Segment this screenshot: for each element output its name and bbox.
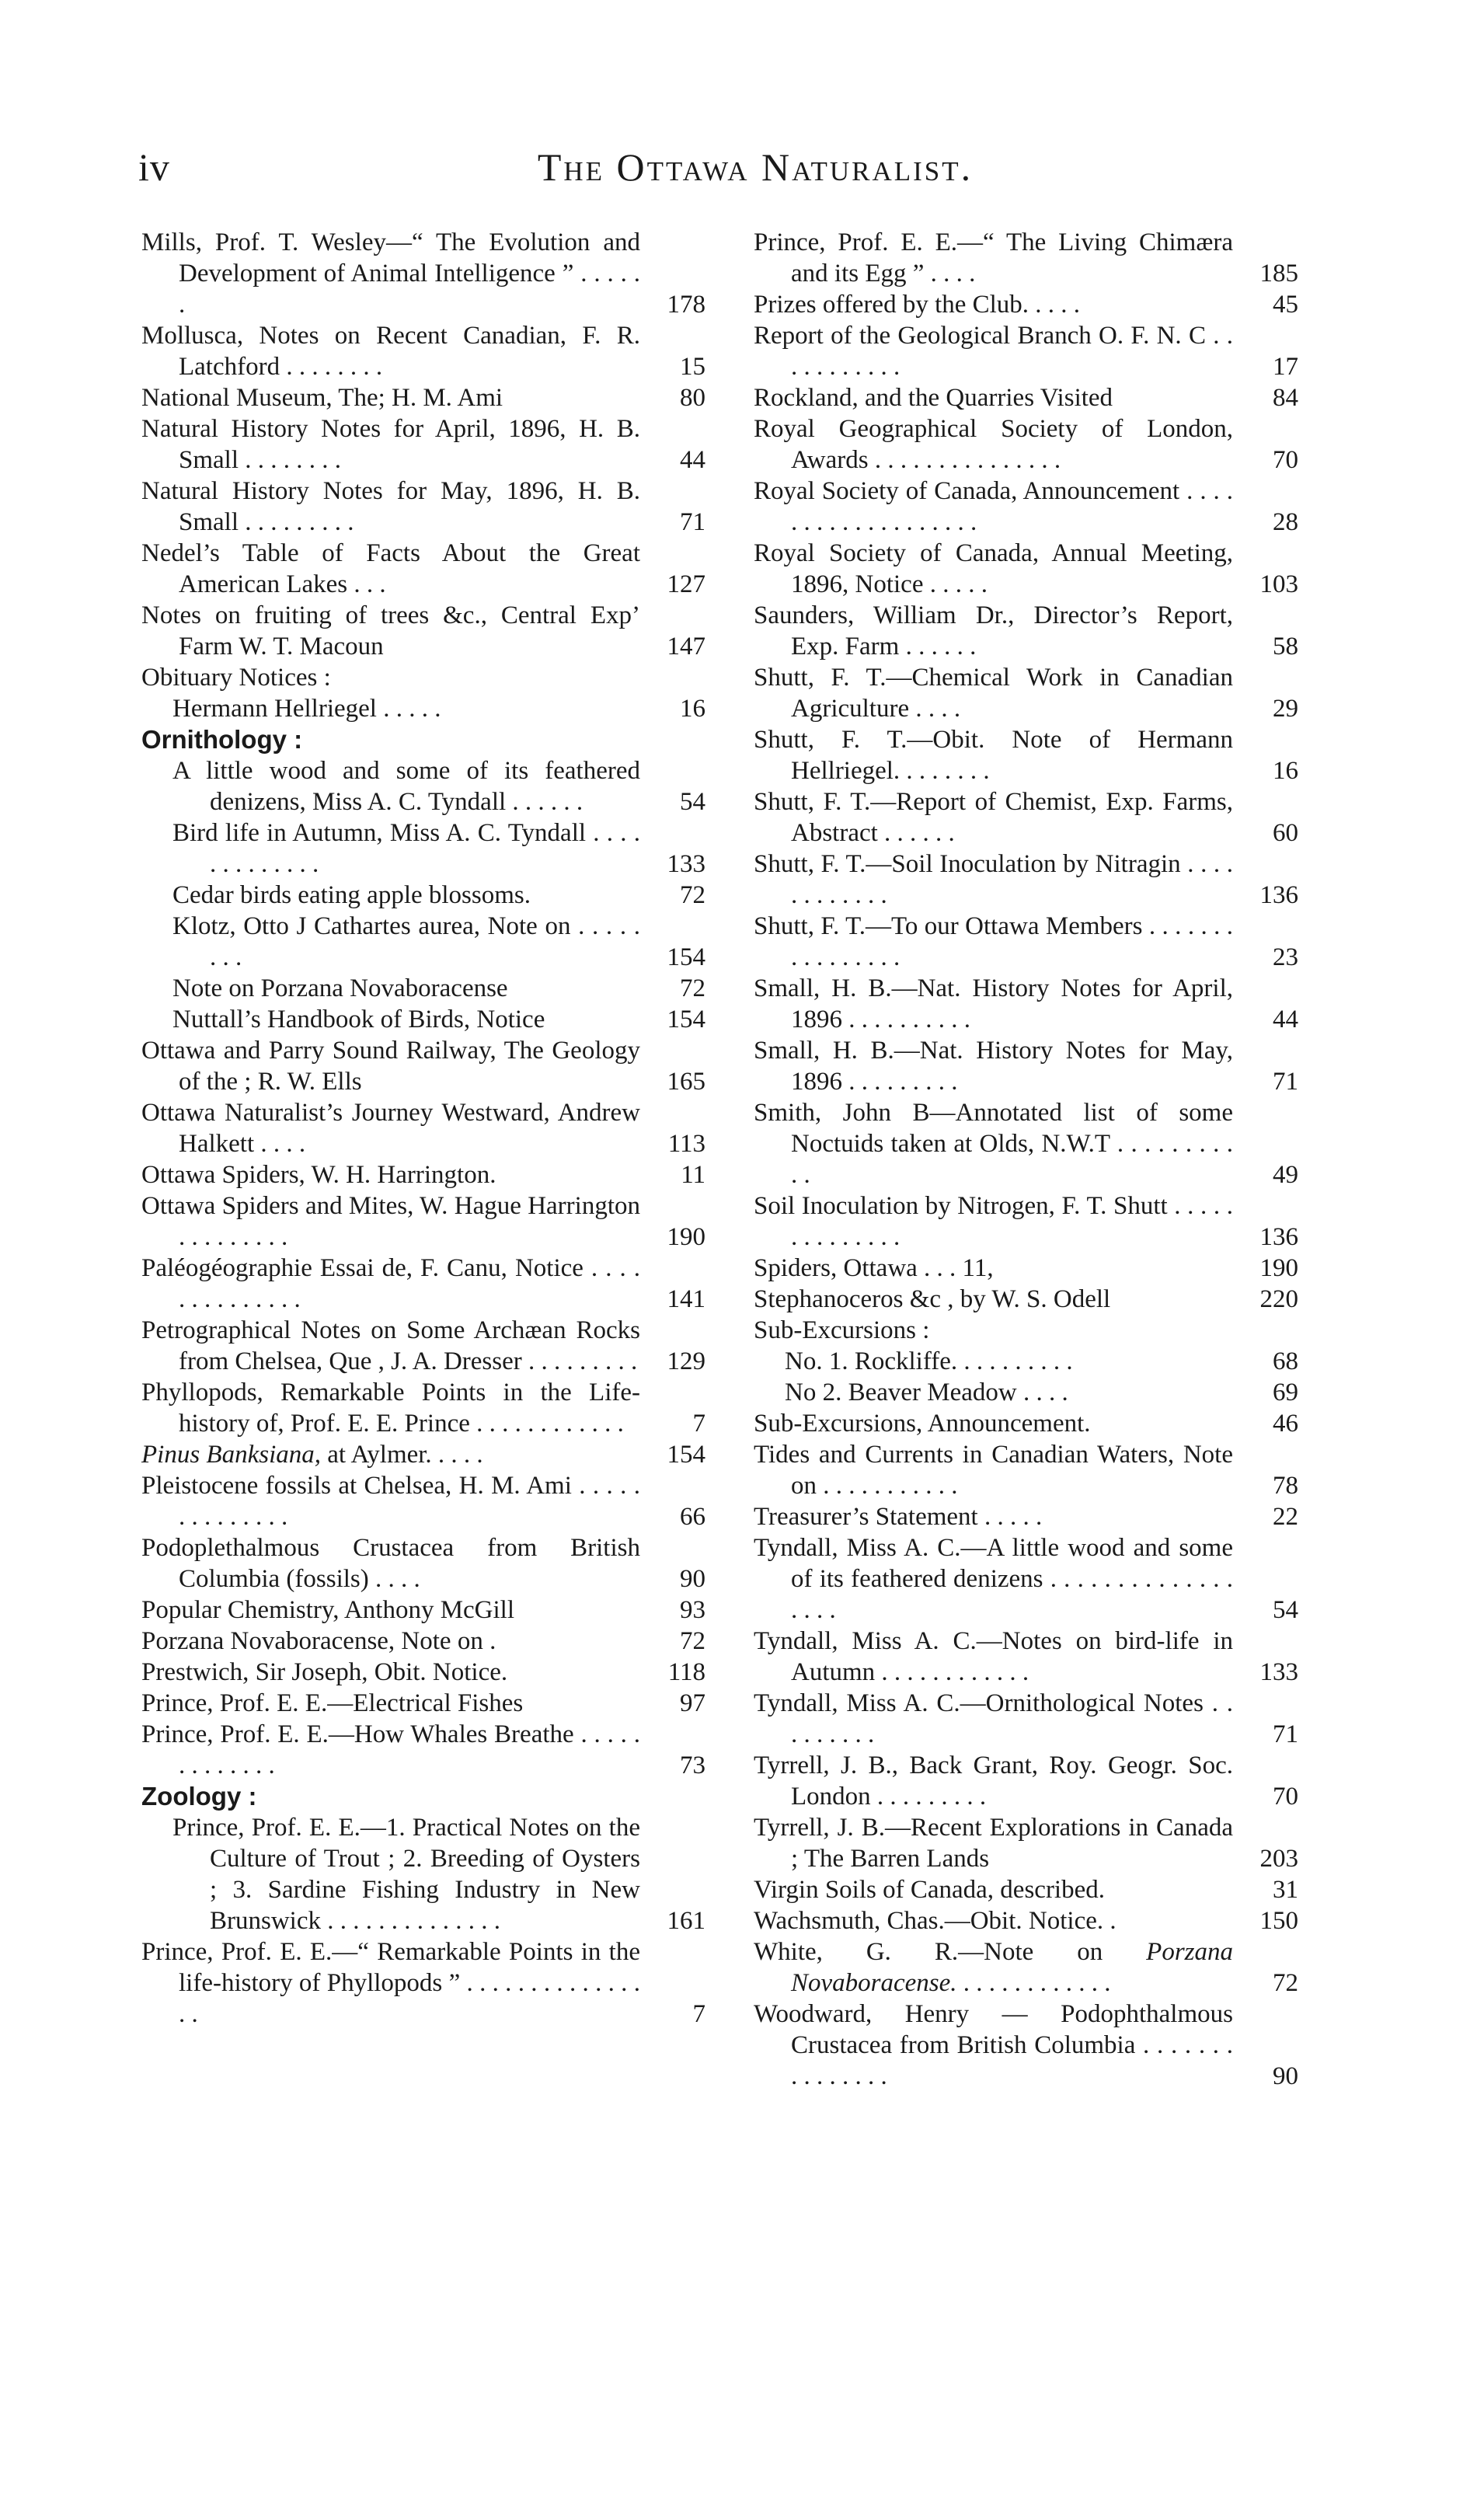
index-entry-text: Tyndall, Miss A. C.—A little wood and some of its feathered denizens . . . . . . . . . . . . . . . . . .: [754, 1534, 1233, 1624]
index-page-number: 28: [1273, 508, 1298, 536]
index-entry-text: Stephanoceros &c , by W. S. Odell: [754, 1285, 1111, 1313]
index-entry-text: . . . . . . . . . . . .: [956, 1969, 1111, 1997]
index-entry-text: Wachsmuth, Chas.—Obit. Notice. .: [754, 1907, 1116, 1935]
index-entry-text: Shutt, F. T.—Obit. Note of Hermann Hellriegel. . . . . . . .: [754, 726, 1233, 785]
index-entry-text: Tyrrell, J. B.—Recent Explorations in Canada ; The Barren Lands: [754, 1814, 1233, 1873]
index-page-number: 31: [1273, 1876, 1298, 1904]
index-page-number: 84: [1273, 384, 1298, 412]
index-page-number: 133: [1259, 1658, 1298, 1686]
index-page-number: 72: [680, 881, 705, 909]
index-entry-text: Nedel’s Table of Facts About the Great American Lakes . . .: [141, 539, 640, 598]
index-entry: [141, 1626, 709, 1657]
index-page-number: 203: [1259, 1845, 1298, 1873]
index-entry: [754, 413, 1301, 476]
index-page-number: 150: [1259, 1907, 1298, 1935]
index-page-number: 16: [680, 695, 705, 723]
folio-number: iv: [138, 145, 170, 189]
index-entry-text: Sub-Excursions, Announcement.: [754, 1410, 1091, 1438]
index-page-number: 17: [1273, 353, 1298, 381]
index-entry: [141, 600, 709, 662]
index-entry: [754, 1999, 1301, 2092]
index-entry-text: Shutt, F. T.—Report of Chemist, Exp. Farms, Abstract . . . . . .: [754, 788, 1233, 847]
index-entry: [754, 911, 1301, 973]
index-entry: [754, 1688, 1301, 1750]
index-entry: [141, 1688, 709, 1719]
index-page-number: 54: [680, 788, 705, 816]
index-entry: [141, 880, 709, 911]
index-entry-text: Spiders, Ottawa . . . 11,: [754, 1254, 994, 1282]
index-page-number: 113: [667, 1130, 705, 1158]
index-entry: [754, 1408, 1301, 1439]
index-entry-text: Prince, Prof. E. E.—Electrical Fishes: [141, 1689, 524, 1717]
index-page-number: 66: [680, 1503, 705, 1531]
index-entry-text: No 2. Beaver Meadow . . . .: [785, 1378, 1068, 1406]
index-entry-text: Saunders, William Dr., Director’s Report, Exp. Farm . . . . . .: [754, 601, 1233, 660]
index-page-number: 44: [680, 446, 705, 474]
index-page-number: 22: [1273, 1503, 1298, 1531]
index-entry-text: Royal Society of Canada, Annual Meeting, 1896, Notice . . . . .: [754, 539, 1233, 598]
index-entry-text: Royal Society of Canada, Announcement . . . . . . . . . . . . . . . . . . .: [754, 477, 1233, 536]
index-entry-text: Report of the Geological Branch O. F. N. C . . . . . . . . . . .: [754, 322, 1233, 381]
index-entry: [754, 1874, 1301, 1905]
index-page-number: 45: [1273, 291, 1298, 319]
index-page-number: 78: [1273, 1472, 1298, 1500]
index-entry: [141, 1035, 709, 1097]
index-entry-italic-text: Pinus Banksiana,: [141, 1441, 321, 1469]
index-entry: [141, 382, 709, 413]
index-entry-text: Tyndall, Miss A. C.—Notes on bird-life in Autumn . . . . . . . . . . . .: [754, 1627, 1233, 1686]
index-entry: [754, 538, 1301, 600]
index-page-number: 90: [680, 1565, 705, 1593]
index-entry-text: Mills, Prof. T. Wesley—“ The Evolution and Development of Animal Intelligence ” . . . . . .: [141, 228, 640, 319]
index-entry-text: Soil Inoculation by Nitrogen, F. T. Shutt . . . . . . . . . . . . . .: [754, 1192, 1233, 1251]
index-entry: [141, 817, 709, 880]
index-page-number: 220: [1259, 1285, 1298, 1313]
index-entry-text: Prizes offered by the Club. . . . .: [754, 291, 1081, 319]
index-page-number: 15: [680, 353, 705, 381]
index-page-number: 58: [1273, 633, 1298, 660]
index-entry-text: Klotz, Otto J Cathartes aurea, Note on . . . . . . . .: [172, 912, 640, 971]
index-entry-text: Shutt, F. T.—Chemical Work in Canadian Agriculture . . . .: [754, 664, 1233, 723]
index-page-number: 190: [667, 1223, 705, 1251]
index-page-number: 16: [1273, 757, 1298, 785]
index-entry-text: Porzana Novaboracense, Note on .: [141, 1627, 496, 1655]
index-entry-text: Tyndall, Miss A. C.—Ornithological Notes . . . . . . . . .: [754, 1689, 1233, 1748]
index-entry: [754, 476, 1301, 538]
index-page-number: 29: [1273, 695, 1298, 723]
page-header: [138, 145, 1372, 199]
index-entry: [754, 1035, 1301, 1097]
index-page-number: 70: [1273, 446, 1298, 474]
index-entry-text: Bird life in Autumn, Miss A. C. Tyndall . . . . . . . . . . . . .: [172, 819, 640, 878]
index-entry: [141, 1439, 709, 1470]
index-entry: [141, 320, 709, 382]
index-entry: [141, 973, 709, 1004]
index-entry: [754, 1315, 1301, 1346]
index-page-number: 54: [1273, 1596, 1298, 1624]
index-entry-text: Pleistocene fossils at Chelsea, H. M. Ami . . . . . . . . . . . . . .: [141, 1472, 640, 1531]
index-section-heading: Ornithology :: [141, 725, 303, 754]
index-entry: [754, 786, 1301, 849]
index-entry: [754, 1190, 1301, 1253]
index-entry-text: Woodward, Henry — Podophthalmous Crustacea from British Columbia . . . . . . . . . . . . . . .: [754, 2000, 1233, 2090]
index-page-number: 154: [667, 943, 705, 971]
index-entry-text: Natural History Notes for May, 1896, H. B. Small . . . . . . . . .: [141, 477, 640, 536]
index-page-number: 7: [692, 2000, 705, 2028]
index-page-number: 127: [667, 570, 705, 598]
index-entry: [141, 1159, 709, 1190]
index-entry-text: Small, H. B.—Nat. History Notes for May, 1896 . . . . . . . . .: [754, 1037, 1233, 1096]
index-entry-text: Obituary Notices :: [141, 664, 331, 692]
index-entry: [754, 724, 1301, 786]
index-entry: [754, 1253, 1301, 1284]
index-entry: [141, 413, 709, 476]
index-entry-text: Rockland, and the Quarries Visited: [754, 384, 1113, 412]
index-entry-text: Popular Chemistry, Anthony McGill: [141, 1596, 515, 1624]
index-entry: [754, 849, 1301, 911]
index-entry-text: Nuttall’s Handbook of Birds, Notice: [172, 1006, 545, 1033]
index-column-left: [141, 227, 709, 2030]
index-page-number: 141: [667, 1285, 705, 1313]
index-entry-text: Ottawa Spiders and Mites, W. Hague Harrington . . . . . . . . .: [141, 1192, 640, 1251]
index-page-number: 71: [1273, 1068, 1298, 1096]
index-entry: [141, 538, 709, 600]
index-page-number: 23: [1273, 943, 1298, 971]
index-entry: [141, 476, 709, 538]
index-entry-text: Virgin Soils of Canada, described.: [754, 1876, 1105, 1904]
index-page-number: 133: [667, 850, 705, 878]
index-entry: [141, 1595, 709, 1626]
index-entry: [754, 1501, 1301, 1532]
index-entry: [141, 1315, 709, 1377]
index-entry: [141, 1532, 709, 1595]
index-entry-text: Ottawa Naturalist’s Journey Westward, Andrew Halkett . . . .: [141, 1099, 640, 1158]
index-page-number: 71: [680, 508, 705, 536]
index-entry-text: Cedar birds eating apple blossoms.: [172, 881, 531, 909]
index-entry: [141, 1377, 709, 1439]
index-page-number: 97: [680, 1689, 705, 1717]
index-entry: [754, 320, 1301, 382]
index-page-number: 136: [1259, 881, 1298, 909]
index-entry-text: Note on Porzana Novaboracense: [172, 974, 508, 1002]
index-page-number: 161: [667, 1907, 705, 1935]
index-entry-text: Petrographical Notes on Some Archæan Rocks from Chelsea, Que , J. A. Dresser . . . . . . . . .: [141, 1316, 640, 1375]
index-entry: [754, 1750, 1301, 1812]
index-entry-text: Natural History Notes for April, 1896, H. B. Small . . . . . . . .: [141, 415, 640, 474]
index-page-number: 73: [680, 1751, 705, 1779]
index-entry: [754, 382, 1301, 413]
index-page-number: 70: [1273, 1783, 1298, 1811]
index-entry-text: Prince, Prof. E. E.—“ Remarkable Points in the life-history of Phyllopods ” . . . . . . . . . . . . . . . .: [141, 1938, 640, 2028]
index-page-number: 154: [667, 1006, 705, 1033]
index-page-number: 136: [1259, 1223, 1298, 1251]
index-page-number: 178: [667, 291, 705, 319]
index-entry: [754, 1097, 1301, 1190]
index-entry-text: Prince, Prof. E. E.—1. Practical Notes on the Culture of Trout ; 2. Breeding of Oysters ; 3. Sardine Fishing Industry in New Brunswick . . . . . . . . . . . . . .: [172, 1814, 640, 1935]
index-entry: [141, 1812, 709, 1936]
index-entry-text: Royal Geographical Society of London, Awards . . . . . . . . . . . . . . .: [754, 415, 1233, 474]
index-page-number: 72: [680, 1627, 705, 1655]
index-entry: [754, 1936, 1301, 1999]
index-entry-text: Small, H. B.—Nat. History Notes for April, 1896 . . . . . . . . . .: [754, 974, 1233, 1033]
index-entry: [141, 1253, 709, 1315]
index-entry-text: Hermann Hellriegel . . . . .: [172, 695, 441, 723]
index-page-number: 71: [1273, 1720, 1298, 1748]
index-page-number: 11: [681, 1161, 705, 1189]
index-page-number: 93: [680, 1596, 705, 1624]
index-entry: [141, 1470, 709, 1532]
index-entry: [141, 1719, 709, 1781]
index-entry-text: Ottawa and Parry Sound Railway, The Geology of the ; R. W. Ells: [141, 1037, 640, 1096]
index-entry: [141, 227, 709, 320]
index-entry: [754, 1812, 1301, 1874]
index-page-number: 190: [1259, 1254, 1298, 1282]
index-entry: [754, 1626, 1301, 1688]
index-page-number: 60: [1273, 819, 1298, 847]
index-entry-italic-text: Porzana Novaboracense.: [791, 1938, 1233, 1997]
index-entry-text: Phyllopods, Remarkable Points in the Life-history of, Prof. E. E. Prince . . . . . . . . . . . .: [141, 1378, 640, 1438]
index-entry: [754, 973, 1301, 1035]
index-page-number: 147: [667, 633, 705, 660]
index-entry-text: Paléogéographie Essai de, F. Canu, Notice . . . . . . . . . . . . . .: [141, 1254, 640, 1313]
index-entry: [754, 1439, 1301, 1501]
index-page-number: 49: [1273, 1161, 1298, 1189]
index-entry: [141, 1657, 709, 1688]
index-section-heading: Zoology :: [141, 1782, 257, 1811]
index-entry-text: Prestwich, Sir Joseph, Obit. Notice.: [141, 1658, 508, 1686]
index-entry: [141, 1097, 709, 1159]
index-page-number: 80: [680, 384, 705, 412]
index-entry-text: No. 1. Rockliffe. . . . . . . . . .: [785, 1347, 1073, 1375]
index-entry-text: Sub-Excursions :: [754, 1316, 930, 1344]
index-entry: [141, 693, 709, 724]
index-entry-text: National Museum, The; H. M. Ami: [141, 384, 503, 412]
index-entry-text: White, G. R.—Note on: [754, 1938, 1147, 1966]
index-page-number: 72: [680, 974, 705, 1002]
index-page-number: 44: [1273, 1006, 1298, 1033]
index-entry: [754, 1532, 1301, 1626]
index-entry-text: Tides and Currents in Canadian Waters, Note on . . . . . . . . . . .: [754, 1441, 1233, 1500]
index-page-number: 46: [1273, 1410, 1298, 1438]
index-entry: [141, 662, 709, 693]
index-entry: [754, 1377, 1301, 1408]
index-entry: [754, 289, 1301, 320]
index-entry-text: at Aylmer. . . . .: [320, 1441, 483, 1469]
index-page-number: 185: [1259, 260, 1298, 288]
index-entry-text: Treasurer’s Statement . . . . .: [754, 1503, 1043, 1531]
index-page-number: 165: [667, 1068, 705, 1096]
index-entry-text: Prince, Prof. E. E.—“ The Living Chimæra and its Egg ” . . . .: [754, 228, 1233, 288]
index-page-number: 118: [667, 1658, 705, 1686]
index-entry: [754, 227, 1301, 289]
index-entry: [754, 662, 1301, 724]
index-entry: [141, 1190, 709, 1253]
index-page-number: 7: [692, 1410, 705, 1438]
index-entry-text: Ottawa Spiders, W. H. Harrington.: [141, 1161, 496, 1189]
index-entry: [141, 1004, 709, 1035]
index-entry: [141, 755, 709, 817]
running-title: The Ottawa Naturalist.: [537, 145, 974, 189]
index-page-number: 154: [667, 1441, 705, 1469]
index-entry-text: Smith, John B—Annotated list of some Noctuids taken at Olds, N.W.T . . . . . . . . . . .: [754, 1099, 1233, 1189]
index-column-right: [754, 227, 1301, 2092]
index-entry-text: Shutt, F. T.—Soil Inoculation by Nitragin . . . . . . . . . . . .: [754, 850, 1233, 909]
index-page-number: 129: [667, 1347, 705, 1375]
index-entry: [141, 1936, 709, 2030]
index-entry: [754, 1284, 1301, 1315]
index-entry-text: Tyrrell, J. B., Back Grant, Roy. Geogr. Soc. London . . . . . . . . .: [754, 1751, 1233, 1811]
index-page-number: 69: [1273, 1378, 1298, 1406]
index-entry-text: A little wood and some of its feathered denizens, Miss A. C. Tyndall . . . . . .: [172, 757, 640, 816]
index-entry: [754, 1346, 1301, 1377]
index-entry: [754, 1905, 1301, 1936]
index-entry-text: Shutt, F. T.—To our Ottawa Members . . . . . . . . . . . . . . . .: [754, 912, 1233, 971]
index-entry-text: Mollusca, Notes on Recent Canadian, F. R. Latchford . . . . . . . .: [141, 322, 640, 381]
index-entry-text: Podoplethalmous Crustacea from British Columbia (fossils) . . . .: [141, 1534, 640, 1593]
index-entry-text: Prince, Prof. E. E.—How Whales Breathe . . . . . . . . . . . . .: [141, 1720, 640, 1779]
index-entry: [754, 600, 1301, 662]
index-entry: [141, 911, 709, 973]
index-page-number: 90: [1273, 2062, 1298, 2090]
index-page-number: 68: [1273, 1347, 1298, 1375]
index-page-number: 72: [1273, 1969, 1298, 1997]
index-entry-text: Notes on fruiting of trees &c., Central Exp’ Farm W. T. Macoun: [141, 601, 640, 660]
index-page-number: 103: [1259, 570, 1298, 598]
